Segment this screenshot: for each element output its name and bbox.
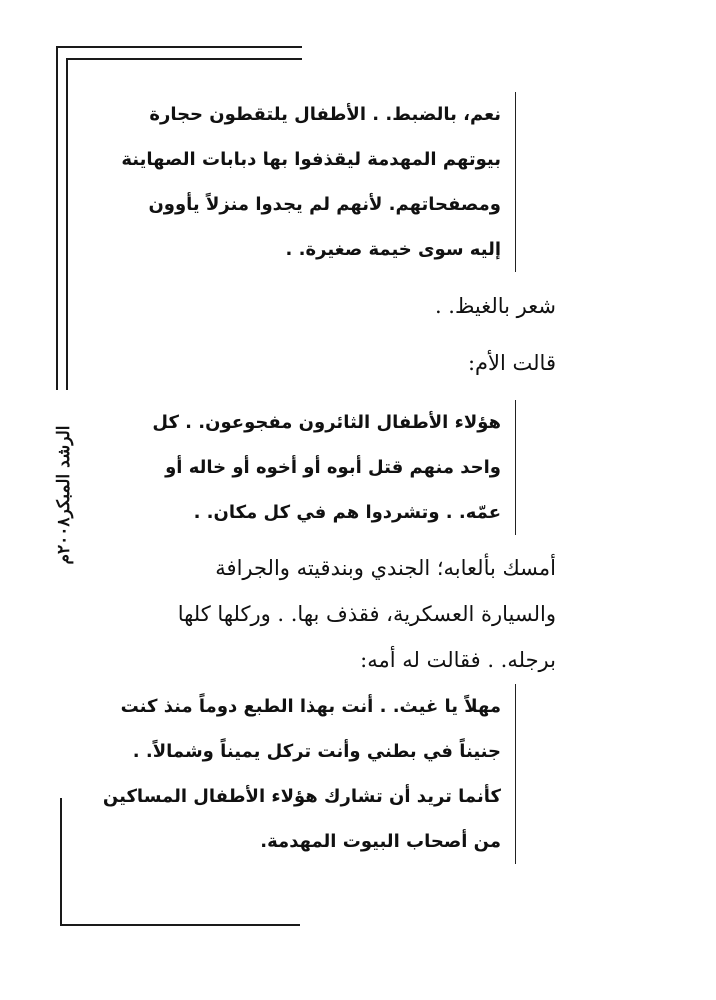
frame-line-bottom-vertical [60, 798, 62, 926]
frame-line-left-outer [56, 46, 58, 390]
frame-line-left-inner [66, 58, 68, 390]
quote-line: واحد منهم قتل أبوه أو أخوه أو خاله أو [165, 457, 501, 478]
quote-line: ومصفحاتهم. لأنهم لم يجدوا منزلاً يأوون [148, 194, 501, 215]
narration-line: برجله. . فقالت له أمه: [360, 648, 556, 672]
narration-line: قالت الأم: [467, 351, 556, 375]
quote-line: نعم، بالضبط. . الأطفال يلتقطون حجارة [149, 104, 501, 125]
narration-line: أمسك بألعابه؛ الجندي وبندقيته والجرافة [215, 556, 556, 580]
quote-block-1 [121, 92, 516, 272]
narration-block-1 [435, 283, 556, 329]
frame-line-top-inner [66, 58, 302, 60]
narration-block-3 [178, 545, 556, 683]
quote-block-2 [152, 400, 516, 535]
narration-line: شعر بالغيظ. . [434, 294, 556, 318]
narration-line: والسيارة العسكرية، فقذف بها. . وركلها كلها [177, 602, 556, 626]
quote-line: بيوتهم المهدمة ليقذفوا بها دبابات الصهاينة [121, 149, 501, 170]
quote-line: من أصحاب البيوت المهدمة. [260, 831, 501, 852]
quote-block-3 [103, 684, 516, 864]
quote-line: عمّه. . وتشردوا هم في كل مكان. . [193, 502, 501, 523]
frame-line-top-outer [56, 46, 302, 48]
side-label: الرشد المبكر٢٠٠٨م [54, 425, 74, 565]
quote-line: إليه سوى خيمة صغيرة. . [285, 239, 501, 260]
quote-line: هؤلاء الأطفال الثائرون مفجوعون. . كل [152, 412, 501, 433]
quote-line: مهلاً يا غيث. . أنت بهذا الطبع دوماً منذ كنت [120, 696, 501, 717]
quote-line: جنيناً في بطني وأنت تركل يميناً وشمالاً. . [132, 741, 501, 762]
frame-line-bottom-horizontal [60, 924, 300, 926]
narration-block-2 [468, 340, 556, 386]
quote-line: كأنما تريد أن تشارك هؤلاء الأطفال المساكين [102, 786, 501, 807]
